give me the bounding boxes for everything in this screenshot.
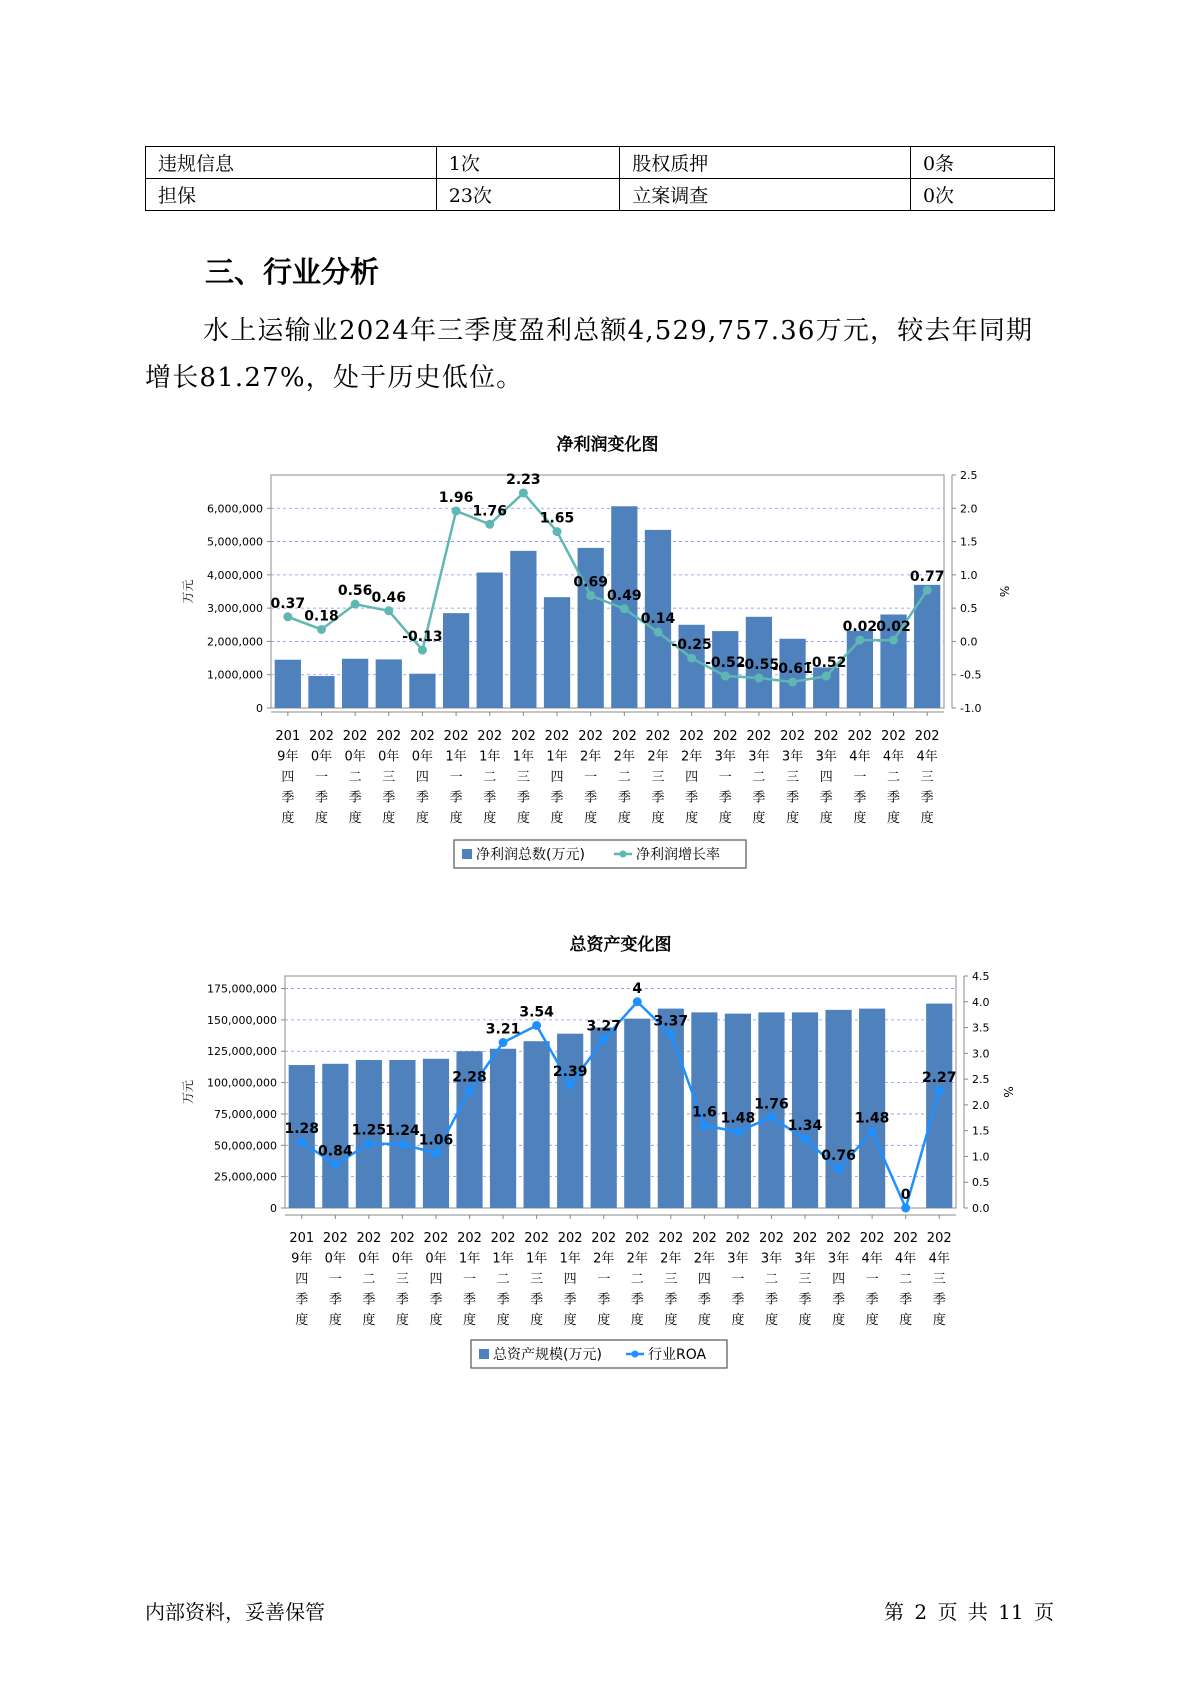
y2-axis-tick-label: 0.0	[960, 635, 978, 649]
bar	[409, 674, 435, 708]
y2-axis-tick-label: -1.0	[960, 702, 982, 715]
bar	[322, 1064, 348, 1208]
y2-axis-tick-label: 4.0	[972, 995, 990, 1009]
x-axis-tick-label: 202 2年二季度	[611, 729, 637, 826]
line-point	[599, 1035, 608, 1044]
y-axis-label: 万元	[181, 1079, 195, 1105]
line-point	[331, 1160, 340, 1169]
y-axis-tick-label: 0	[256, 702, 263, 715]
x-axis-tick-label: 202 3年二季度	[759, 1231, 784, 1328]
y-axis-tick-label: 125,000,000	[207, 1045, 277, 1059]
bar	[926, 1004, 952, 1208]
data-label: 1.24	[385, 1123, 420, 1140]
x-axis-tick-label: 202 1年四季度	[557, 1231, 583, 1328]
line-point	[398, 1140, 407, 1149]
data-label: 0.18	[304, 608, 339, 625]
data-label: 4	[632, 980, 643, 997]
line-point	[452, 506, 461, 515]
x-axis-tick-label: 202 0年三季度	[376, 729, 402, 826]
bar	[544, 597, 570, 708]
data-label: -0.52	[806, 655, 847, 672]
line-point	[666, 1030, 675, 1039]
legend-swatch-point	[620, 851, 627, 858]
bar	[825, 1010, 851, 1208]
data-label: 0.69	[573, 574, 608, 591]
y2-axis-tick-label: 2.5	[972, 1073, 990, 1087]
table-cell: 立案调查	[620, 179, 911, 211]
bar	[591, 1027, 617, 1208]
table-cell: 0条	[910, 147, 1054, 179]
line-point	[586, 591, 595, 600]
x-axis-tick-label: 202 0年一季度	[322, 1231, 348, 1328]
table-cell: 担保	[146, 179, 437, 211]
y-axis-tick-label: 6,000,000	[207, 502, 263, 516]
x-axis-tick-label: 202 2年四季度	[691, 1231, 717, 1328]
x-axis-tick-label: 202 3年一季度	[712, 729, 738, 826]
line-point	[499, 1038, 508, 1047]
bar	[477, 573, 503, 708]
data-label: -0.52	[705, 655, 746, 672]
x-axis-tick-label: 202 4年一季度	[847, 729, 873, 826]
line-point	[733, 1127, 742, 1136]
x-axis-tick-label: 202 1年四季度	[544, 729, 570, 826]
footer-page-number: 第 2 页 共 11 页	[884, 1600, 1054, 1624]
data-label: 1.34	[787, 1117, 823, 1134]
data-label: 1.06	[418, 1132, 454, 1149]
line-point	[788, 678, 797, 687]
y-axis-tick-label: 5,000,000	[207, 535, 263, 549]
line-point	[364, 1139, 373, 1148]
legend-swatch-bar	[462, 849, 472, 859]
line-point	[687, 654, 696, 663]
x-axis-tick-label: 202 3年三季度	[780, 729, 805, 826]
data-label: 0.84	[318, 1143, 353, 1160]
line-point	[834, 1164, 843, 1173]
y-axis-tick-label: 3,000,000	[207, 602, 263, 616]
y2-axis-tick-label: 3.5	[972, 1021, 990, 1035]
y2-axis-label: %	[997, 585, 1011, 598]
line-point	[889, 636, 898, 645]
data-label: 1.48	[720, 1110, 756, 1127]
line-point	[923, 586, 932, 595]
x-axis-tick-label: 202 3年四季度	[826, 1231, 851, 1328]
line-point	[767, 1113, 776, 1122]
data-label: 1.25	[351, 1122, 387, 1139]
line-point	[801, 1134, 810, 1143]
x-axis-tick-label: 202 2年一季度	[578, 729, 604, 826]
line-point	[351, 600, 360, 609]
x-axis-tick-label: 202 4年二季度	[893, 1231, 919, 1328]
y-axis-tick-label: 175,000,000	[207, 982, 277, 996]
x-axis-tick-label: 202 0年四季度	[410, 729, 435, 826]
table-row	[146, 147, 1055, 179]
body-paragraph: 水上运输业2024年三季度盈利总额4,529,757.36万元，较去年同期增长81.27%，处于历史低位。	[145, 316, 1034, 393]
data-label: 3.54	[519, 1004, 554, 1021]
line-point	[384, 606, 393, 615]
y-axis-tick-label: 75,000,000	[214, 1107, 277, 1121]
x-axis-tick-label: 202 4年一季度	[859, 1231, 885, 1328]
line-point	[431, 1149, 440, 1158]
y2-axis-tick-label: 1.5	[960, 535, 978, 549]
bar	[524, 1041, 550, 1208]
line-point	[566, 1080, 575, 1089]
data-label: 2.39	[552, 1063, 588, 1080]
x-axis-tick-label: 202 1年一季度	[457, 1231, 482, 1328]
data-label: 1.76	[754, 1096, 789, 1113]
legend-label: 行业ROA	[648, 1347, 707, 1363]
bar	[376, 659, 402, 708]
data-label: 3.27	[586, 1018, 621, 1035]
line-point	[935, 1086, 944, 1095]
bar	[443, 613, 469, 708]
data-label: 3.37	[653, 1013, 689, 1030]
x-axis-tick-label: 202 3年三季度	[792, 1231, 818, 1328]
table-row	[146, 179, 1055, 211]
y-axis-tick-label: 1,000,000	[207, 668, 263, 682]
line-point	[901, 1204, 910, 1213]
line-point	[418, 646, 427, 655]
x-axis-tick-label: 202 4年三季度	[926, 1231, 952, 1328]
data-label: 0.76	[821, 1147, 856, 1164]
y2-axis-tick-label: 4.5	[972, 970, 990, 983]
data-label: 0.02	[842, 619, 878, 636]
legend-label: 净利润增长率	[636, 847, 720, 863]
bar	[792, 1012, 818, 1208]
data-label: 1.28	[284, 1121, 320, 1138]
bar	[578, 548, 604, 708]
line-point	[822, 672, 831, 681]
data-label: 0.02	[876, 619, 911, 636]
data-label: 2.27	[921, 1069, 957, 1086]
line-point	[485, 520, 494, 529]
table-cell: 违规信息	[146, 147, 437, 179]
legend-label: 净利润总数(万元)	[476, 847, 585, 863]
bar	[490, 1049, 516, 1208]
x-axis-tick-label: 202 1年二季度	[490, 1231, 516, 1328]
line-point	[855, 636, 864, 645]
data-label: -0.55	[738, 657, 780, 674]
legend-swatch-point	[632, 1351, 639, 1358]
x-axis-tick-label: 202 3年一季度	[725, 1231, 751, 1328]
y-axis-tick-label: 50,000,000	[214, 1139, 277, 1153]
data-label: 2.23	[506, 471, 541, 488]
table-cell: 0次	[910, 179, 1054, 211]
x-axis-tick-label: 202 4年二季度	[881, 729, 906, 826]
data-label: 1.76	[472, 503, 507, 520]
y-axis-tick-label: 150,000,000	[207, 1013, 277, 1027]
data-label: 0	[900, 1187, 911, 1203]
x-axis-tick-label: 202 4年三季度	[914, 729, 940, 826]
line-point	[297, 1138, 306, 1147]
net-profit-chart	[0, 425, 1191, 875]
y2-axis-tick-label: 1.0	[972, 1150, 990, 1164]
total-assets-chart	[0, 925, 1191, 1385]
chart-title: 总资产变化图	[569, 935, 672, 955]
y-axis-tick-label: 0	[270, 1202, 277, 1215]
y2-axis-tick-label: 1.0	[960, 568, 978, 582]
x-axis-tick-label: 202 1年三季度	[524, 1231, 550, 1328]
bar	[275, 660, 301, 708]
line-point	[754, 674, 763, 683]
x-axis-tick-label: 202 2年一季度	[591, 1231, 617, 1328]
line-point	[620, 604, 629, 613]
y2-axis-tick-label: 0.5	[960, 602, 978, 616]
line-point	[532, 1021, 541, 1030]
data-label: 0.49	[607, 587, 642, 604]
y-axis-tick-label: 4,000,000	[207, 568, 263, 582]
data-label: 1.48	[854, 1110, 890, 1127]
data-label: 0.14	[640, 611, 676, 628]
y2-axis-tick-label: 3.0	[972, 1047, 990, 1061]
table-cell: 23次	[436, 179, 620, 211]
y-axis-label: 万元	[181, 579, 195, 604]
y2-axis-tick-label: 0.5	[972, 1176, 990, 1190]
chart-title: 净利润变化图	[556, 435, 659, 455]
x-axis-tick-label: 202 1年一季度	[443, 729, 469, 826]
y-axis-tick-label: 2,000,000	[207, 635, 263, 649]
legend-swatch-bar	[479, 1349, 489, 1359]
x-axis-tick-label: 202 0年四季度	[423, 1231, 449, 1328]
data-label: 3.21	[485, 1021, 521, 1038]
x-axis-tick-label: 201 9年四季度	[275, 729, 301, 826]
x-axis-tick-label: 202 3年四季度	[813, 729, 839, 826]
x-axis-tick-label: 202 2年四季度	[679, 729, 705, 826]
plot-area	[285, 976, 956, 1208]
x-axis-tick-label: 202 2年三季度	[645, 729, 671, 826]
footer-confidential-note: 内部资料，妥善保管	[145, 1600, 325, 1624]
data-label: -0.25	[671, 637, 712, 654]
table-cell: 1次	[436, 147, 620, 179]
data-label: 0.77	[909, 569, 945, 586]
y2-axis-tick-label: 2.0	[960, 502, 978, 516]
table-cell: 股权质押	[620, 147, 911, 179]
bar	[342, 659, 368, 708]
data-label: 2.28	[452, 1069, 487, 1086]
x-axis-tick-label: 202 2年三季度	[658, 1231, 684, 1328]
line-point	[633, 997, 642, 1006]
line-point	[465, 1086, 474, 1095]
line-point	[553, 527, 562, 536]
x-axis-tick-label: 202 1年二季度	[477, 729, 503, 826]
x-axis-tick-label: 202 0年二季度	[342, 729, 368, 826]
x-axis-tick-label: 202 2年二季度	[624, 1231, 650, 1328]
line-point	[317, 625, 326, 634]
y2-axis-tick-label: -0.5	[960, 668, 982, 682]
line-point	[653, 628, 662, 637]
bar	[859, 1009, 885, 1208]
section-title: 三、行业分析	[205, 255, 380, 289]
y2-axis-tick-label: 2.0	[972, 1098, 990, 1112]
data-label: 1.96	[438, 489, 474, 506]
line-point	[868, 1127, 877, 1136]
line-point	[721, 672, 730, 681]
y2-axis-tick-label: 0.0	[972, 1202, 990, 1215]
data-label: 1.65	[539, 510, 575, 527]
bar	[624, 1019, 650, 1208]
line-point	[283, 612, 292, 621]
line-point	[519, 488, 528, 497]
bar	[557, 1034, 583, 1208]
info-table	[145, 146, 1055, 211]
data-label: 1.6	[691, 1104, 717, 1121]
y2-axis-tick-label: 1.5	[972, 1124, 990, 1138]
data-label: 0.46	[371, 589, 407, 606]
y2-axis-tick-label: 2.5	[960, 469, 978, 482]
legend-label: 总资产规模(万元)	[493, 1347, 602, 1363]
x-axis-tick-label: 202 0年二季度	[356, 1231, 382, 1328]
x-axis-tick-label: 202 0年三季度	[390, 1231, 415, 1328]
line-point	[700, 1121, 709, 1130]
data-label: -0.13	[402, 629, 443, 646]
data-label: -0.61	[772, 661, 813, 678]
bar	[510, 551, 536, 708]
x-axis-tick-label: 201 9年四季度	[289, 1231, 315, 1328]
x-axis-tick-label: 202 3年二季度	[746, 729, 772, 826]
bar	[308, 676, 334, 708]
x-axis-tick-label: 202 0年一季度	[309, 729, 334, 826]
data-label: 0.56	[337, 583, 373, 600]
data-label: 0.37	[270, 595, 306, 612]
x-axis-tick-label: 202 1年三季度	[510, 729, 536, 826]
y-axis-tick-label: 100,000,000	[207, 1076, 277, 1090]
y2-axis-label: %	[1001, 1086, 1015, 1098]
y-axis-tick-label: 25,000,000	[214, 1170, 277, 1184]
